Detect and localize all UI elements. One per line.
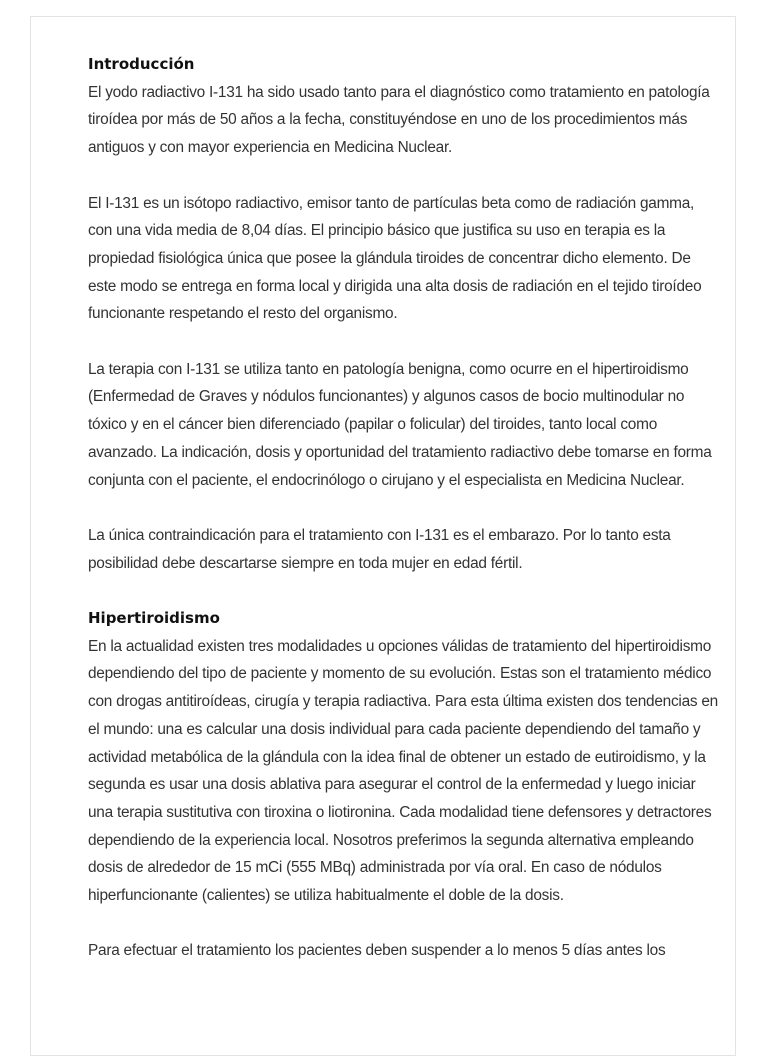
section-heading-hipertiroidismo: Hipertiroidismo bbox=[88, 609, 220, 627]
document-page bbox=[30, 16, 736, 1056]
section-heading-introduccion: Introducción bbox=[88, 55, 195, 73]
paragraph: Para efectuar el tratamiento los pacientes deben suspender a lo menos 5 días antes los bbox=[88, 942, 666, 960]
document-body bbox=[88, 51, 720, 993]
paragraph: La terapia con I-131 se utiliza tanto en patología benigna, como ocurre en el hipertiroidismo (Enfermedad de Graves y nódulos funcionantes) y algunos casos de bocio multinodular no tóxico y en el cáncer bien diferenciado (papilar o folicular) del tiroides, tanto local como avanzado. La indicación, dosis y oportunidad del tratamiento radiactivo debe tomarse en forma conjunta con el paciente, el endocrinólogo o cirujano y el especialista en Medicina Nuclear. bbox=[88, 360, 712, 489]
paragraph: La única contraindicación para el tratamiento con I-131 es el embarazo. Por lo tanto esta posibilidad debe descartarse siempre en toda mujer en edad fértil. bbox=[88, 526, 671, 572]
paragraph: El yodo radiactivo I-131 ha sido usado tanto para el diagnóstico como tratamiento en patología tiroídea por más de 50 años a la fecha, constituyéndose en uno de los procedimientos más antiguos y con mayor experiencia en Medicina Nuclear. bbox=[88, 83, 710, 157]
paragraph: El I-131 es un isótopo radiactivo, emisor tanto de partículas beta como de radiación gamma, con una vida media de 8,04 días. El principio básico que justifica su uso en terapia es la propiedad fisiológica única que posee la glándula tiroides de concentrar dicho elemento. De este modo se entrega en forma local y dirigida una alta dosis de radiación en el tejido tiroídeo funcionante respetando el resto del organismo. bbox=[88, 194, 702, 323]
paragraph: En la actualidad existen tres modalidades u opciones válidas de tratamiento del hipertiroidismo dependiendo del tipo de paciente y momento de su evolución. Estas son el tratamiento médico con drogas antitiroídeas, cirugía y terapia radiactiva. Para esta última existen dos tendencias en el mundo: una es calcular una dosis individual para cada paciente dependiendo del tamaño y actividad metabólica de la glándula con la idea final de obtener un estado de eutiroidismo, y la segunda es usar una dosis ablativa para asegurar el control de la enfermedad y luego iniciar una terapia sustitutiva con tiroxina o liotironina. Cada modalidad tiene defensores y detractores dependiendo de la experiencia local. Nosotros preferimos la segunda alternativa empleando dosis de alrededor de 15 mCi (555 MBq) administrada por vía oral. En caso de nódulos hiperfuncionante (calientes) se utiliza habitualmente el doble de la dosis. bbox=[88, 637, 718, 905]
